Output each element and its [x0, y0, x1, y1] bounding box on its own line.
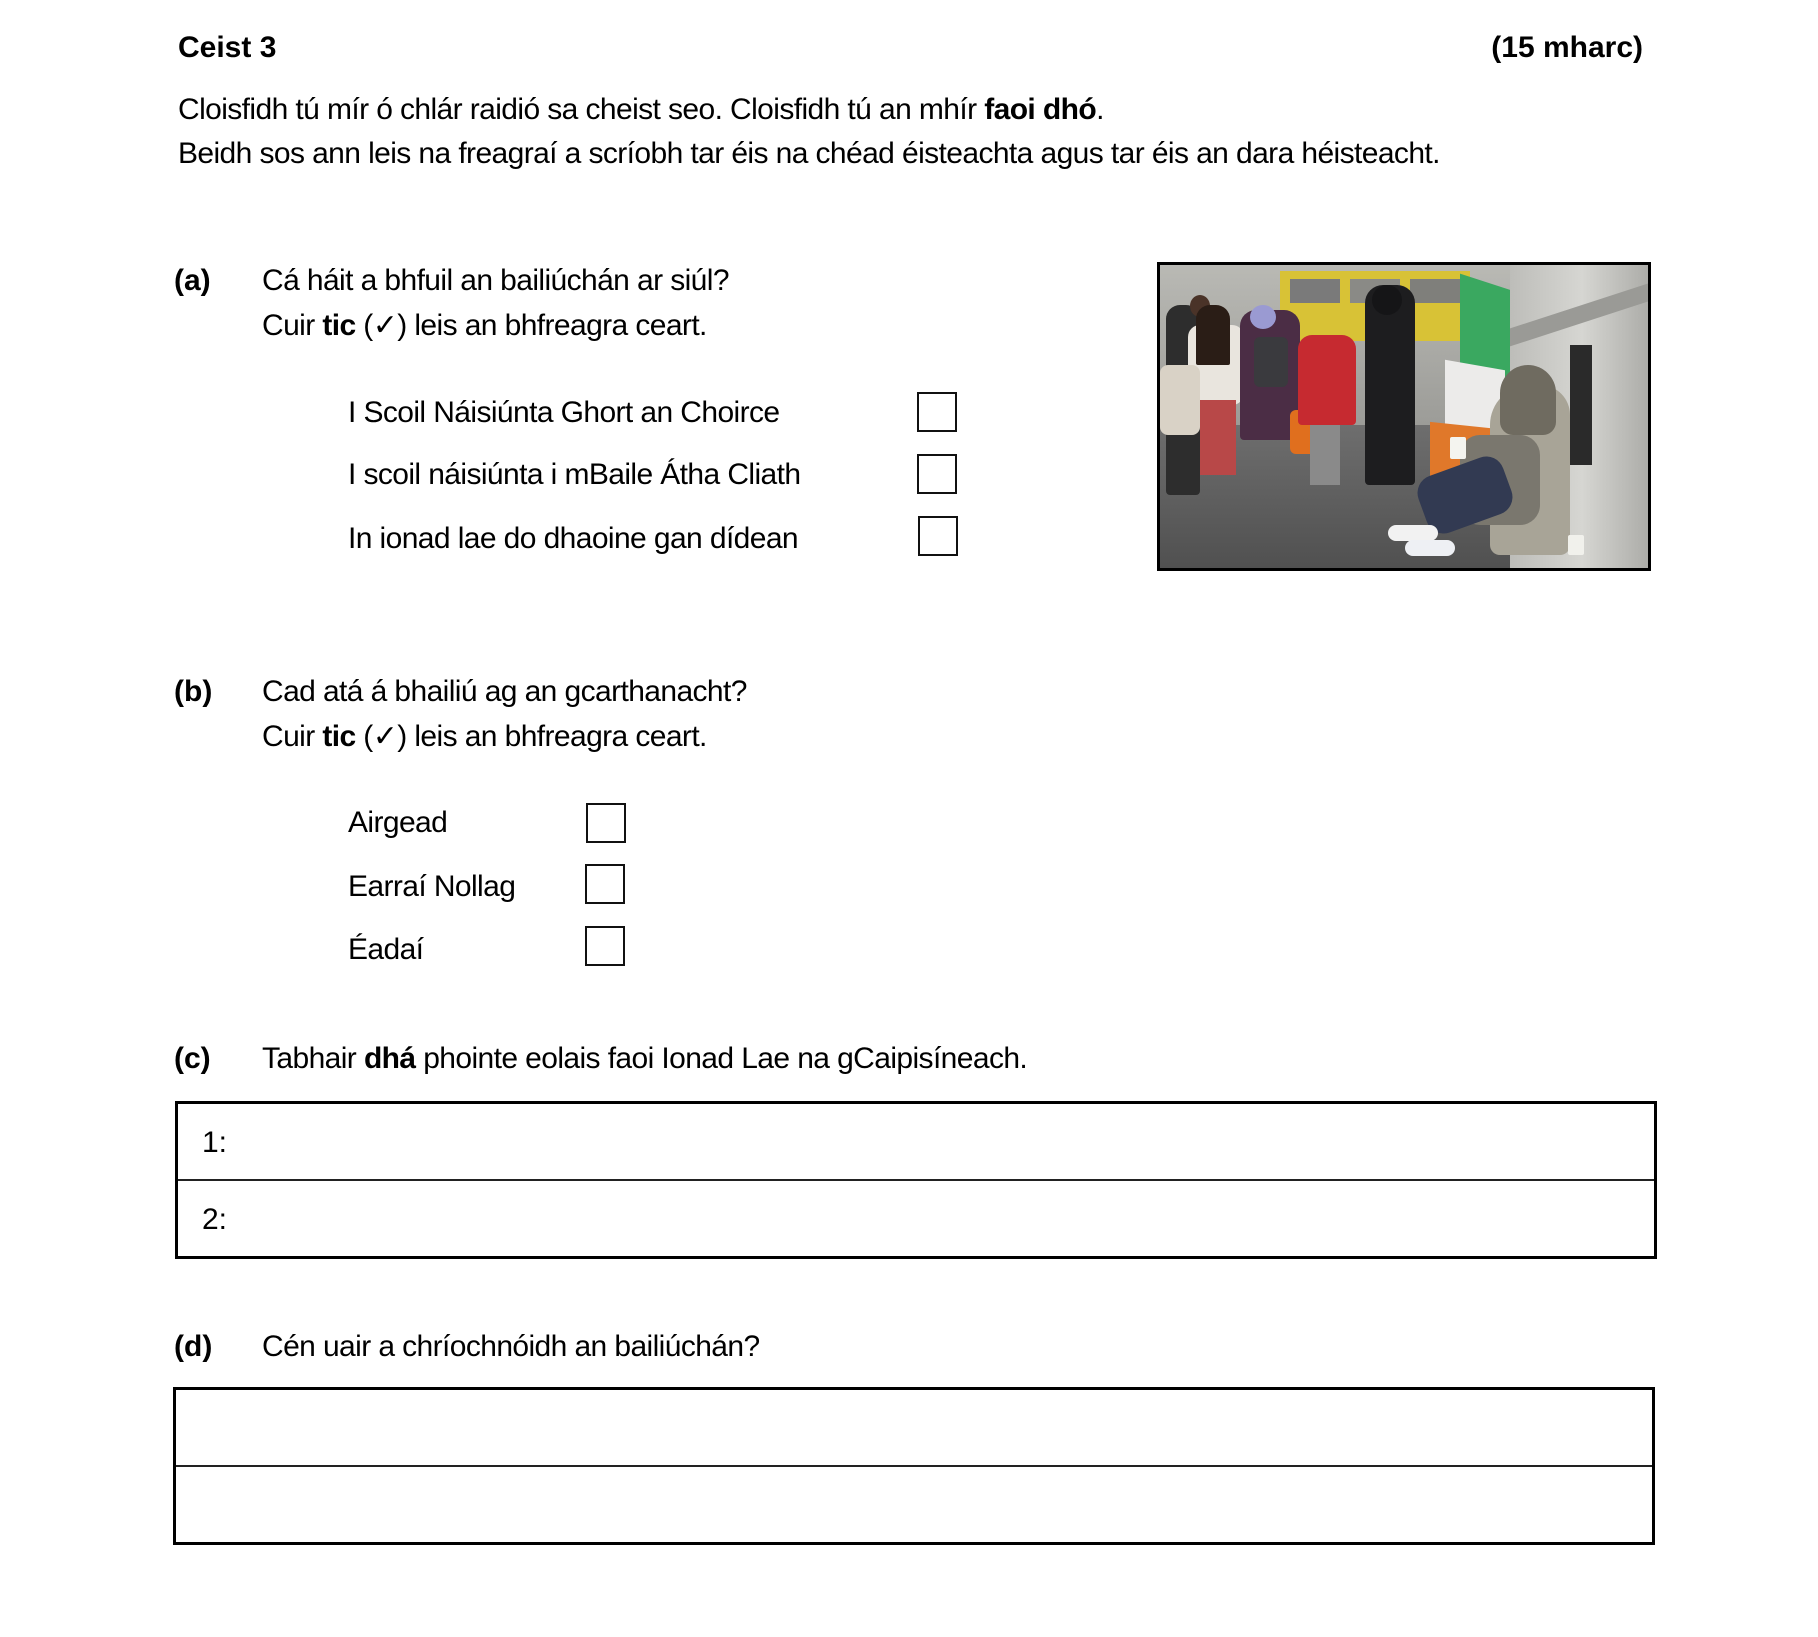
- part-a-instruction: [262, 311, 707, 341]
- question-title: Ceist 3: [178, 31, 277, 64]
- part-b-checkbox-2[interactable]: [585, 864, 625, 904]
- instruction-emphasis: tic: [322, 720, 356, 753]
- part-d-answer-row-2[interactable]: [176, 1467, 1652, 1542]
- part-a-checkbox-1[interactable]: [917, 392, 957, 432]
- row-number: 1:: [202, 1126, 228, 1159]
- part-c-answer-row-2[interactable]: [178, 1181, 1654, 1256]
- part-a-question: Cá háit a bhfuil an bailiúchán ar siúl?: [262, 264, 729, 297]
- part-a-label: (a): [174, 264, 211, 297]
- part-d-answer-table: [173, 1387, 1655, 1545]
- part-d-answer-row-1[interactable]: [176, 1390, 1652, 1467]
- part-b-checkbox-1[interactable]: [586, 803, 626, 843]
- intro-line-1: [178, 95, 1104, 125]
- part-b-option-2: Earraí Nollag: [348, 870, 516, 903]
- part-c-answer-table: [175, 1101, 1657, 1259]
- part-c-question-end: phointe eolais faoi Ionad Lae na gCaipisíneach.: [415, 1042, 1028, 1075]
- part-c-emphasis: dhá: [363, 1042, 416, 1075]
- part-b-option-3: Éadaí: [348, 933, 424, 966]
- intro-line-2: Beidh sos ann leis na freagraí a scríobh tar éis na chéad éisteachta agus tar éis an dara héisteacht.: [178, 137, 1440, 170]
- part-b-question: Cad atá á bhailiú ag an gcarthanacht?: [262, 675, 747, 708]
- homeless-street-photo: [1157, 262, 1651, 571]
- part-a-option-1: I Scoil Náisiúnta Ghort an Choirce: [348, 396, 780, 429]
- instruction-text: Cuir: [262, 309, 323, 342]
- part-b-option-1: Airgead: [348, 806, 448, 839]
- part-c-question: [262, 1044, 1027, 1074]
- part-c-question-text: Tabhair: [262, 1042, 364, 1075]
- part-b-instruction: [262, 722, 707, 752]
- instruction-text: Cuir: [262, 720, 323, 753]
- part-a-option-2: I scoil náisiúnta i mBaile Átha Cliath: [348, 458, 801, 491]
- part-c-answer-row-1[interactable]: [178, 1104, 1654, 1181]
- intro-line-1-end: .: [1096, 93, 1104, 126]
- part-d-question: Cén uair a chríochnóidh an bailiúchán?: [262, 1330, 760, 1363]
- instruction-text-end: (✓) leis an bhfreagra ceart.: [355, 720, 707, 753]
- part-a-checkbox-2[interactable]: [917, 454, 957, 494]
- part-b-checkbox-3[interactable]: [585, 926, 625, 966]
- part-a-option-3: In ionad lae do dhaoine gan dídean: [348, 522, 799, 555]
- instruction-emphasis: tic: [322, 309, 356, 342]
- part-b-label: (b): [174, 675, 213, 708]
- part-c-label: (c): [174, 1042, 211, 1075]
- marks-label: (15 mharc): [1491, 31, 1643, 64]
- intro-emphasis: faoi dhó: [984, 93, 1097, 126]
- intro-line-1-text: Cloisfidh tú mír ó chlár raidió sa cheist seo. Cloisfidh tú an mhír: [178, 93, 985, 126]
- row-number: 2:: [202, 1203, 228, 1236]
- part-a-checkbox-3[interactable]: [918, 516, 958, 556]
- instruction-text-end: (✓) leis an bhfreagra ceart.: [355, 309, 707, 342]
- part-d-label: (d): [174, 1330, 213, 1363]
